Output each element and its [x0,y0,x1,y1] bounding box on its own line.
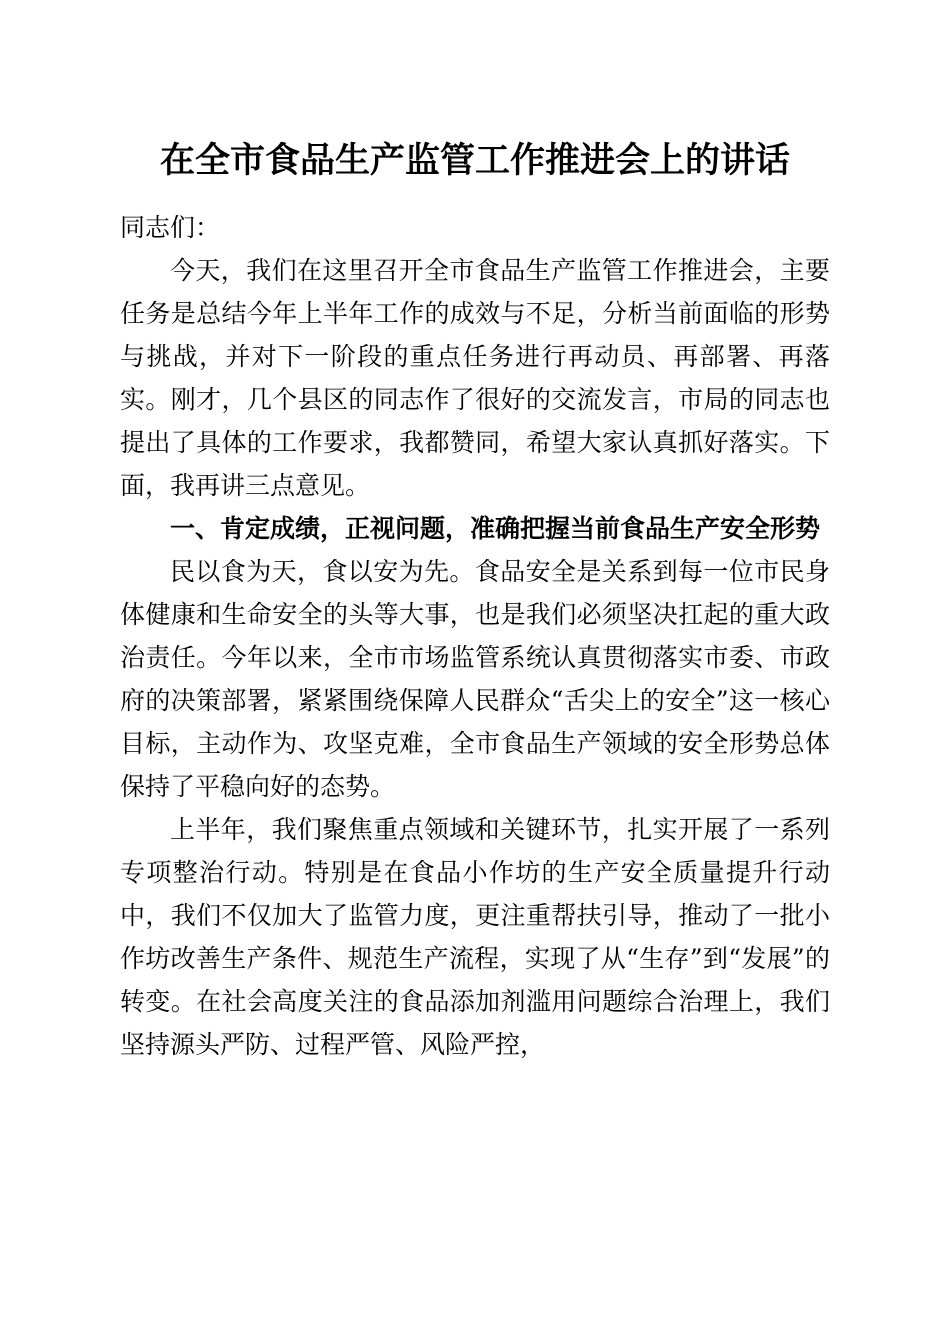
paragraph-food-safety: 民以食为天，食以安为先。食品安全是关系到每一位市民身体健康和生命安全的头等大事，也是我们必须坚决扛起的重大政治责任。今年以来，全市市场监管系统认真贯彻落实市委、市政府的决策部署，紧紧围绕保障人民群众“舌尖上的安全”这一核心目标，主动作为、攻坚克难，全市食品生产领域的安全形势总体保持了平稳向好的态势。 [120,557,830,801]
salutation: 同志们： [120,213,221,242]
paragraph-opening: 今天，我们在这里召开全市食品生产监管工作推进会，主要任务是总结今年上半年工作的成效与不足，分析当前面临的形势与挑战，并对下一阶段的重点任务进行再动员、再部署、再落实。刚才，几个县区的同志作了很好的交流发言，市局的同志也提出了具体的工作要求，我都赞同，希望大家认真抓好落实。下面，我再讲三点意见。 [120,256,830,500]
document-title: 在全市食品生产监管工作推进会上的讲话 [159,141,790,181]
paragraph-first-half: 上半年，我们聚焦重点领域和关键环节，扎实开展了一系列专项整治行动。特别是在食品小作坊的生产安全质量提升行动中，我们不仅加大了监管力度，更注重帮扶引导，推动了一批小作坊改善生产条件、规范生产流程，实现了从“生存”到“发展”的转变。在社会高度关注的食品添加剂滥用问题综合治理上，我们坚持源头严防、过程严管、风险严控， [120,815,830,1059]
section-heading-1: 一、肯定成绩，正视问题，准确把握当前食品生产安全形势 [170,514,821,543]
document-body [120,206,830,1066]
